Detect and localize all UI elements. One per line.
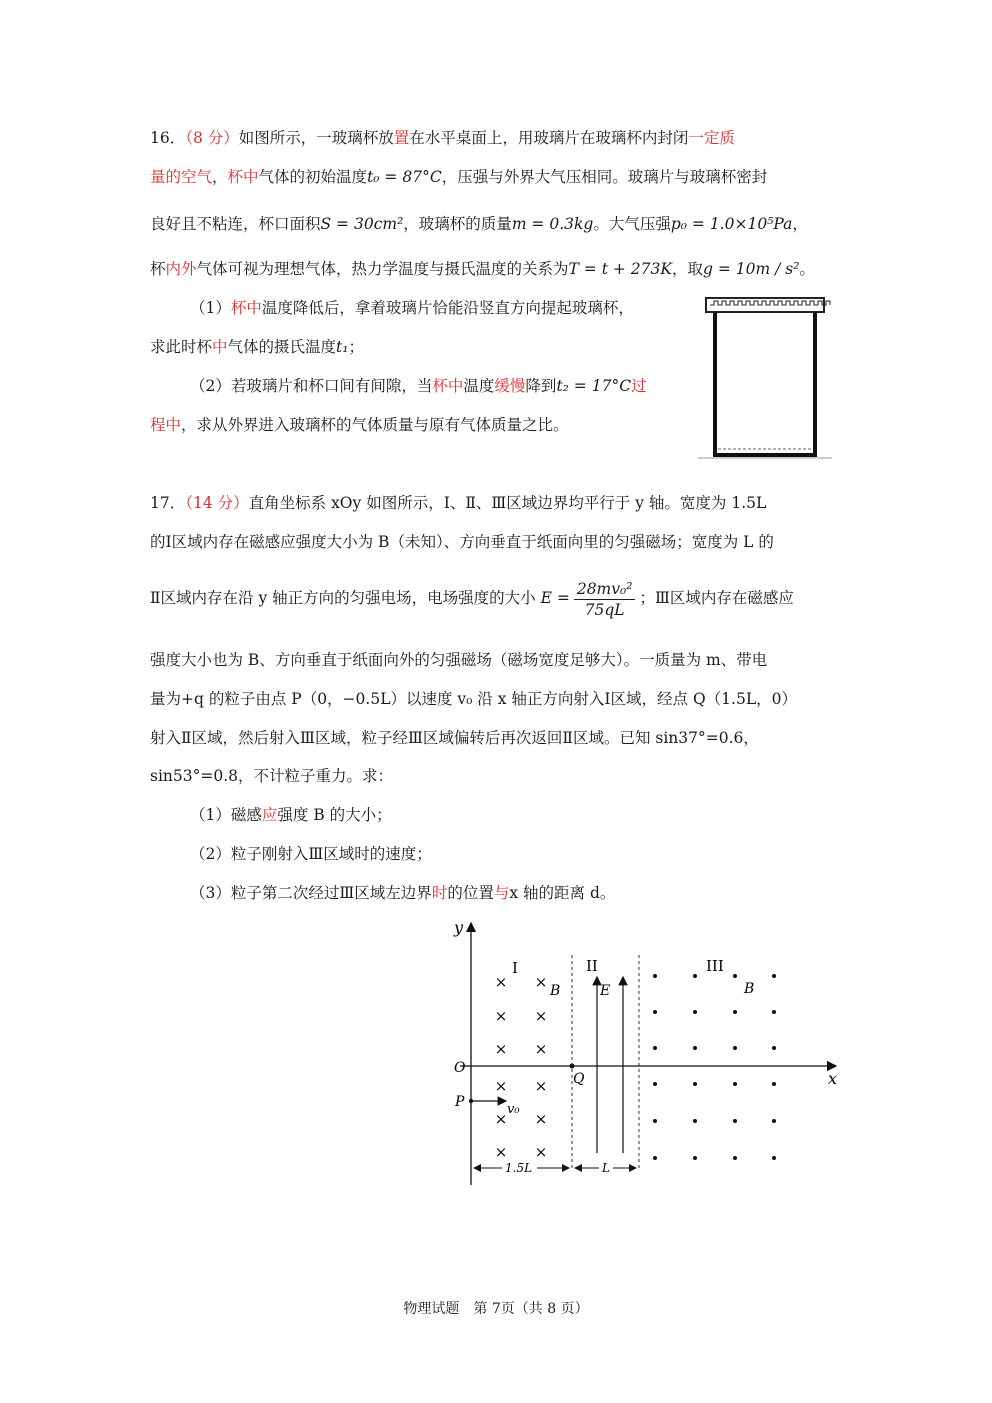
formula-g: g = 10m / s² bbox=[702, 260, 800, 278]
point-p-label: P bbox=[455, 1094, 465, 1110]
q16-line-3: 良好且不粘连，杯口面积S = 30cm²，玻璃杯的质量m = 0.3kg。大气压强p₀ = 1.0×10⁵Pa， bbox=[150, 215, 808, 233]
cross-mark: × bbox=[534, 973, 548, 991]
dot-mark bbox=[693, 974, 697, 978]
q17-line-4: 强度大小也为 B、方向垂直于纸面向外的匀强磁场（磁场宽度足够大）。一质量为 m、带电 bbox=[150, 651, 768, 669]
formula-m: m = 0.3kg bbox=[511, 215, 594, 233]
field-diagram bbox=[440, 915, 850, 1195]
width-1-label: 1.5L bbox=[505, 1161, 533, 1175]
q16-sub-2: （2）若玻璃片和杯口间有间隙，当杯中温度缓慢降到t₂ = 17°C过 bbox=[190, 377, 647, 395]
q17-sub-1: （1）磁感应强度 B 的大小； bbox=[190, 806, 392, 824]
dot-mark bbox=[653, 1119, 657, 1123]
cross-mark: × bbox=[494, 1040, 508, 1058]
fraction-numerator: 28mv₀² bbox=[574, 579, 636, 600]
dot-mark bbox=[733, 1082, 737, 1086]
dot-mark bbox=[733, 1119, 737, 1123]
x-axis-label: x bbox=[828, 1069, 838, 1088]
y-axis-label: y bbox=[454, 918, 464, 937]
dot-mark bbox=[733, 1010, 737, 1014]
formula-S: S = 30cm² bbox=[320, 215, 404, 233]
dot-mark bbox=[693, 1119, 697, 1123]
region-2-label: II bbox=[586, 957, 598, 975]
q17-score: （14 分） bbox=[185, 494, 249, 512]
dot-mark bbox=[733, 974, 737, 978]
b3-label: B bbox=[744, 981, 755, 997]
glass-cup-figure bbox=[698, 292, 832, 460]
q16-line-2: 量的空气，杯中气体的初始温度t₀ = 87°C，压强与外界大气压相同。玻璃片与玻璃杯密封 bbox=[150, 168, 768, 186]
cross-mark: × bbox=[494, 1007, 508, 1025]
cross-mark: × bbox=[494, 1110, 508, 1128]
cross-mark: × bbox=[494, 1143, 508, 1161]
q17-line-7: sin53°=0.8，不计粒子重力。求： bbox=[150, 767, 394, 785]
q16-line-1: 16．（8 分）如图所示，一玻璃杯放置在水平桌面上，用玻璃片在玻璃杯内封闭一定质 bbox=[150, 129, 735, 147]
q16-sub-1-cont: 求此时杯中气体的摄氏温度t₁； bbox=[150, 338, 365, 356]
region-1-crosses bbox=[495, 973, 548, 1161]
dot-mark bbox=[772, 974, 776, 978]
q17-number: 17． bbox=[150, 494, 186, 512]
q17-line-3: Ⅱ区域内存在沿 y 轴正方向的匀强电场，电场强度的大小 E = $\frac{\text{28mv₀²}}{75qL}$ ；Ⅲ区域内存在磁感应 bbox=[150, 579, 794, 619]
region-3-label: III bbox=[706, 957, 724, 975]
dot-mark bbox=[653, 1156, 657, 1160]
page-footer: 物理试题 第 7页（共 8 页） bbox=[403, 1301, 589, 1317]
point-q-label: Q bbox=[573, 1071, 585, 1087]
e-field-label: E bbox=[600, 983, 611, 999]
q16-number: 16． bbox=[150, 129, 186, 147]
q17-line-5: 量为+q 的粒子由点 P（0，−0.5L）以速度 v₀ 沿 x 轴正方向射入Ⅰ区域，经点 Q（1.5L，0） bbox=[150, 690, 797, 708]
dot-mark bbox=[653, 1046, 657, 1050]
formula-E: E = bbox=[540, 589, 570, 607]
dot-mark bbox=[693, 1082, 697, 1086]
dot-mark bbox=[772, 1046, 776, 1050]
q17-line-1: 17．（14 分）直角坐标系 xOy 如图所示，Ⅰ、Ⅱ、Ⅲ区域边界均平行于 y 轴。宽度为 1.5L bbox=[150, 494, 767, 512]
q17-line-6: 射入Ⅱ区域，然后射入Ⅲ区域，粒子经Ⅲ区域偏转后再次返回Ⅱ区域。已知 sin37°=0.6， bbox=[150, 729, 759, 747]
formula-t0: t₀ = 87°C bbox=[367, 168, 442, 186]
fraction-denominator: 75qL bbox=[584, 600, 625, 619]
cross-mark: × bbox=[534, 1143, 548, 1161]
dot-mark bbox=[772, 1156, 776, 1160]
cross-mark: × bbox=[534, 1040, 548, 1058]
dot-mark bbox=[772, 1119, 776, 1123]
dot-mark bbox=[772, 1010, 776, 1014]
b1-label: B bbox=[550, 983, 561, 999]
origin-label: O bbox=[454, 1060, 466, 1076]
formula-E-fraction bbox=[574, 579, 636, 620]
v0-label: v₀ bbox=[507, 1102, 520, 1117]
q17-line-2: 的Ⅰ区域内存在磁感应强度大小为 B（未知）、方向垂直于纸面向里的匀强磁场；宽度为 L 的 bbox=[150, 533, 774, 551]
dot-mark bbox=[653, 1082, 657, 1086]
cross-mark: × bbox=[534, 1007, 548, 1025]
formula-T: T = t + 273K bbox=[568, 260, 672, 278]
dot-mark bbox=[733, 1156, 737, 1160]
region-3-dots bbox=[653, 974, 776, 1160]
q16-sub-2-cont: 程中，求从外界进入玻璃杯的气体质量与原有气体质量之比。 bbox=[150, 416, 569, 434]
cross-mark: × bbox=[534, 1077, 548, 1095]
q16-line-4: 杯内外气体可视为理想气体，热力学温度与摄氏温度的关系为T = t + 273K，取g = 10m / s²。 bbox=[150, 260, 815, 278]
width-2-label: L bbox=[602, 1161, 610, 1175]
dot-mark bbox=[653, 1010, 657, 1014]
dot-mark bbox=[772, 1082, 776, 1086]
cross-mark: × bbox=[494, 973, 508, 991]
q16-sub-1: （1）杯中温度降低后，拿着玻璃片恰能沿竖直方向提起玻璃杯， bbox=[190, 299, 634, 317]
q17-sub-2: （2）粒子刚射入Ⅲ区域时的速度； bbox=[190, 845, 432, 863]
q17-sub-3: （3）粒子第二次经过Ⅲ区域左边界时的位置与x 轴的距离 d。 bbox=[190, 884, 616, 902]
dot-mark bbox=[733, 1046, 737, 1050]
region-1-label: I bbox=[512, 959, 518, 977]
dot-mark bbox=[693, 1156, 697, 1160]
cross-mark: × bbox=[494, 1077, 508, 1095]
cross-mark: × bbox=[534, 1110, 548, 1128]
formula-p0: p₀ = 1.0×10⁵Pa bbox=[670, 215, 793, 233]
q16-score: （8 分） bbox=[185, 129, 239, 147]
dot-mark bbox=[653, 974, 657, 978]
dot-mark bbox=[693, 1010, 697, 1014]
dot-mark bbox=[693, 1046, 697, 1050]
